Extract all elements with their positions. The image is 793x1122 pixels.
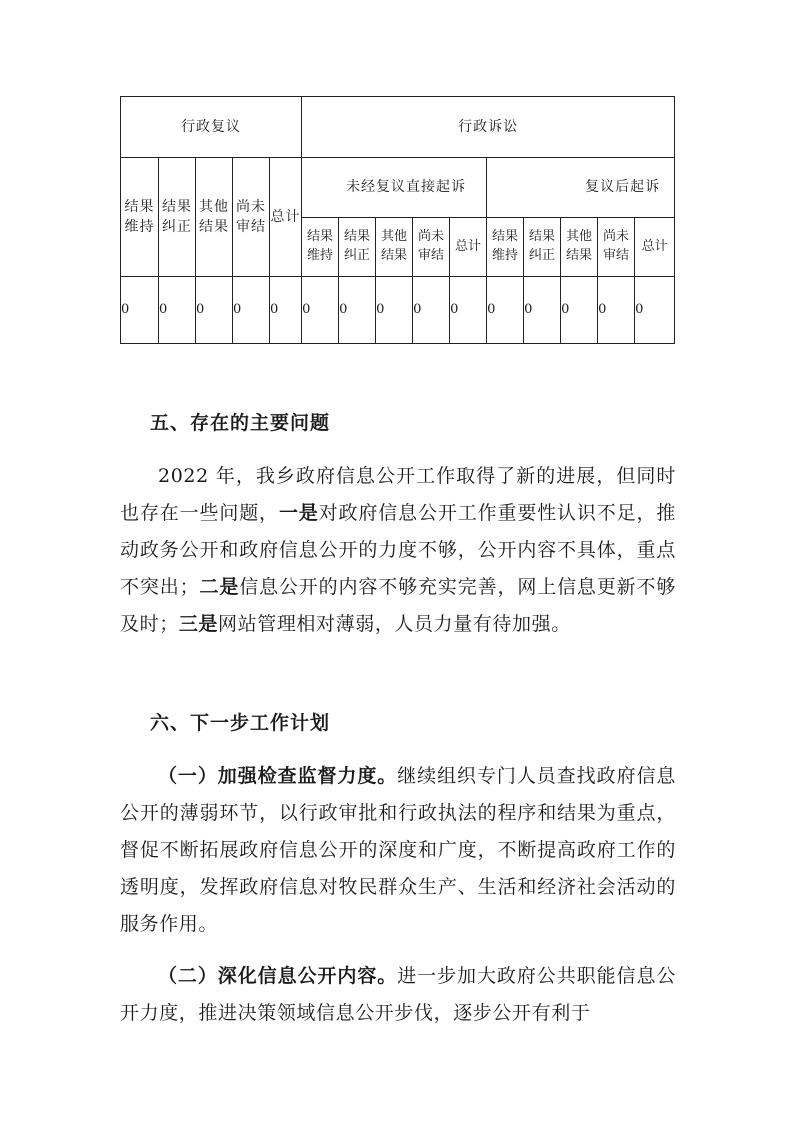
header-direct-suit: 未经复议直接起诉 bbox=[302, 157, 487, 218]
table-cell: 0 bbox=[159, 277, 196, 344]
header-after-review-suit: 复议后起诉 bbox=[487, 157, 675, 218]
col-header: 总计 bbox=[450, 218, 487, 277]
table-cell: 0 bbox=[598, 277, 635, 344]
table-cell: 0 bbox=[270, 277, 302, 344]
table-cell: 0 bbox=[121, 277, 159, 344]
item1-paragraph bbox=[120, 758, 676, 943]
table-cell: 0 bbox=[302, 277, 339, 344]
point-three-label: 三是 bbox=[178, 613, 219, 635]
item2-title: （二）深化信息公开内容。 bbox=[158, 965, 398, 987]
col-header: 其他结果 bbox=[196, 157, 233, 276]
table-cell: 0 bbox=[233, 277, 270, 344]
point-one-label: 一是 bbox=[278, 502, 319, 524]
col-header: 结果纠正 bbox=[339, 218, 376, 277]
section5-paragraph bbox=[120, 458, 676, 643]
point-one-text: 对政府信息公开工作重要性认识不足，推动政务公开和政府信息公开的力度不够，公开内容不具体，重点不突出； bbox=[120, 502, 676, 598]
table-cell: 0 bbox=[635, 277, 675, 344]
table-cell: 0 bbox=[413, 277, 450, 344]
table-cell: 0 bbox=[450, 277, 487, 344]
table-cell: 0 bbox=[487, 277, 524, 344]
section5-text: 2022 年，我乡政府信息公开工作取得了新的进展，但同时也存在一些问题， bbox=[120, 465, 676, 524]
table-cell: 0 bbox=[339, 277, 376, 344]
section6-heading: 六、下一步工作计划 bbox=[150, 712, 331, 734]
statistics-table bbox=[120, 96, 675, 344]
col-header: 其他结果 bbox=[376, 218, 413, 277]
col-header: 总计 bbox=[270, 157, 302, 276]
header-admin-review: 行政复议 bbox=[121, 97, 302, 158]
col-header: 结果维持 bbox=[302, 218, 339, 277]
table-cell: 0 bbox=[561, 277, 598, 344]
point-three-text: 网站管理相对薄弱，人员力量有待加强。 bbox=[218, 613, 571, 635]
col-header: 总计 bbox=[635, 218, 675, 277]
table-cell: 0 bbox=[376, 277, 413, 344]
table-cell: 0 bbox=[524, 277, 561, 344]
col-header: 尚未审结 bbox=[233, 157, 270, 276]
item2-paragraph bbox=[120, 958, 676, 1032]
header-admin-litigation: 行政诉讼 bbox=[302, 97, 675, 158]
section5-heading: 五、存在的主要问题 bbox=[150, 412, 331, 434]
table-cell: 0 bbox=[196, 277, 233, 344]
col-header: 结果维持 bbox=[487, 218, 524, 277]
col-header: 结果纠正 bbox=[524, 218, 561, 277]
item2-text: 进一步加大政府公共职能信息公开力度，推进决策领域信息公开步伐，逐步公开有利于 bbox=[120, 965, 676, 1024]
col-header: 结果纠正 bbox=[159, 157, 196, 276]
item1-title: （一）加强检查监督力度。 bbox=[158, 765, 398, 787]
col-header: 尚未审结 bbox=[413, 218, 450, 277]
col-header: 尚未审结 bbox=[598, 218, 635, 277]
col-header: 结果维持 bbox=[121, 157, 159, 276]
point-two-label: 二是 bbox=[199, 576, 240, 598]
col-header: 其他结果 bbox=[561, 218, 598, 277]
point-two-text: 信息公开的内容不够充实完善，网上信息更新不够及时； bbox=[120, 576, 676, 635]
item1-text: 继续组织专门人员查找政府信息公开的薄弱环节，以行政审批和行政执法的程序和结果为重点，督促不断拓展政府信息公开的深度和广度，不断提高政府工作的透明度，发挥政府信息对牧民群众生产、生活和经济社会活动的服务作用。 bbox=[120, 765, 676, 935]
